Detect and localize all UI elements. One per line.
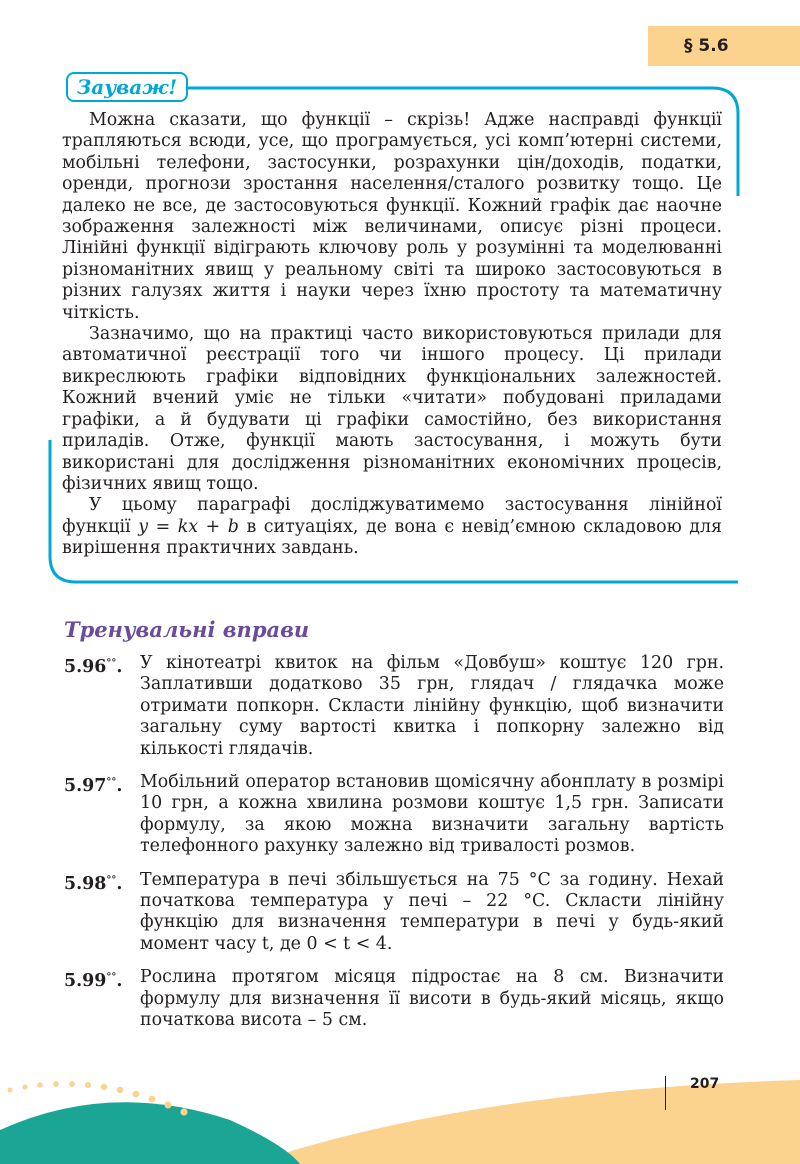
exercise-item bbox=[64, 967, 724, 1031]
note-paragraph-2: Зазначимо, що на практиці часто використовуються прилади для автоматичної реєстрації того чи іншого процесу. Ці прилади викреслюють графіки відповідних функціональних залежностей. Кожний вчений уміє не тільки «читати» побудовані приладами графіки, а й будувати ці графіки самостійно, без використання приладів. Отже, функції мають застосування, і можуть бути використані для дослідження різноманітних економічних процесів, фізичних явищ тощо. bbox=[62, 324, 722, 494]
exercise-number: 5.99°°. bbox=[64, 971, 123, 992]
exercise-item bbox=[64, 870, 724, 956]
page-divider bbox=[665, 1076, 666, 1110]
exercise-item bbox=[64, 653, 724, 760]
exercise-list bbox=[64, 653, 724, 1044]
exercise-number: 5.97°°. bbox=[64, 776, 123, 797]
exercises-heading: Тренувальні вправи bbox=[64, 617, 310, 642]
exercise-text: У кінотеатрі квиток на фільм «Довбуш» коштує 120 грн. Заплативши додатково 35 грн, глядач / глядачка може отримати попкорн. Скласти лінійну функцію, щоб визначити загальну суму вартості квитка і попкорну залежно від кількості глядачів. bbox=[140, 653, 724, 759]
note-label: Зауваж! bbox=[66, 72, 188, 102]
note-paragraph-1: Можна сказати, що функції – скрізь! Адже насправді функції трапляються всюди, усе, що програмується, усі комп’ютерні системи, мобільні телефони, застосунки, розрахунки цін/доходів, податки, оренди, прогнози зростання населення/сталого розвитку тощо. Це далеко не все, де застосовуються функції. Кожний графік дає наочне зображення залежності між величинами, описує різні процеси. Лінійні функції відіграють ключову роль у розумінні та моделюванні різноманітних явищ у реальному світі та широко застосовуються в різних галузях життя і науки через їхню простоту та математичну чіткість. bbox=[62, 110, 722, 323]
note-paragraph-3: У цьому параграфі досліджуватимемо застосування лінійної функції y = kx + b в ситуаціях, де вона є невід’ємною складовою для вирішення практичних завдань. bbox=[62, 495, 723, 559]
formula: y = kx + b bbox=[138, 516, 239, 537]
footer-decoration bbox=[0, 1060, 800, 1164]
exercise-item bbox=[64, 772, 724, 858]
section-number: § 5.6 bbox=[684, 36, 729, 56]
section-tab bbox=[648, 26, 800, 66]
exercise-text: Температура в печі збільшується на 75 °C за годину. Нехай початкова температура у печі – 22 °C. Скласти лінійну функцію для визначення температури в печі у будь-який момент часу t, де 0 < t < 4. bbox=[140, 869, 724, 954]
page-number: 207 bbox=[690, 1076, 720, 1092]
note-body bbox=[62, 110, 722, 560]
exercise-number: 5.96°°. bbox=[64, 657, 123, 677]
exercise-text: Мобільний оператор встановив щомісячну абонплату в розмірі 10 грн, а кожна хвилина розмови коштує 1,5 грн. Записати формулу, за якою можна визначити загальну вартість телефонного рахунку залежно від тривалості розмов. bbox=[140, 772, 724, 857]
exercise-text: Рослина протягом місяця підростає на 8 см. Визначити формулу для визначення її висоти в будь-який місяць, якщо початкова висота – 5 см. bbox=[140, 967, 724, 1031]
exercise-number: 5.98°°. bbox=[64, 873, 123, 894]
